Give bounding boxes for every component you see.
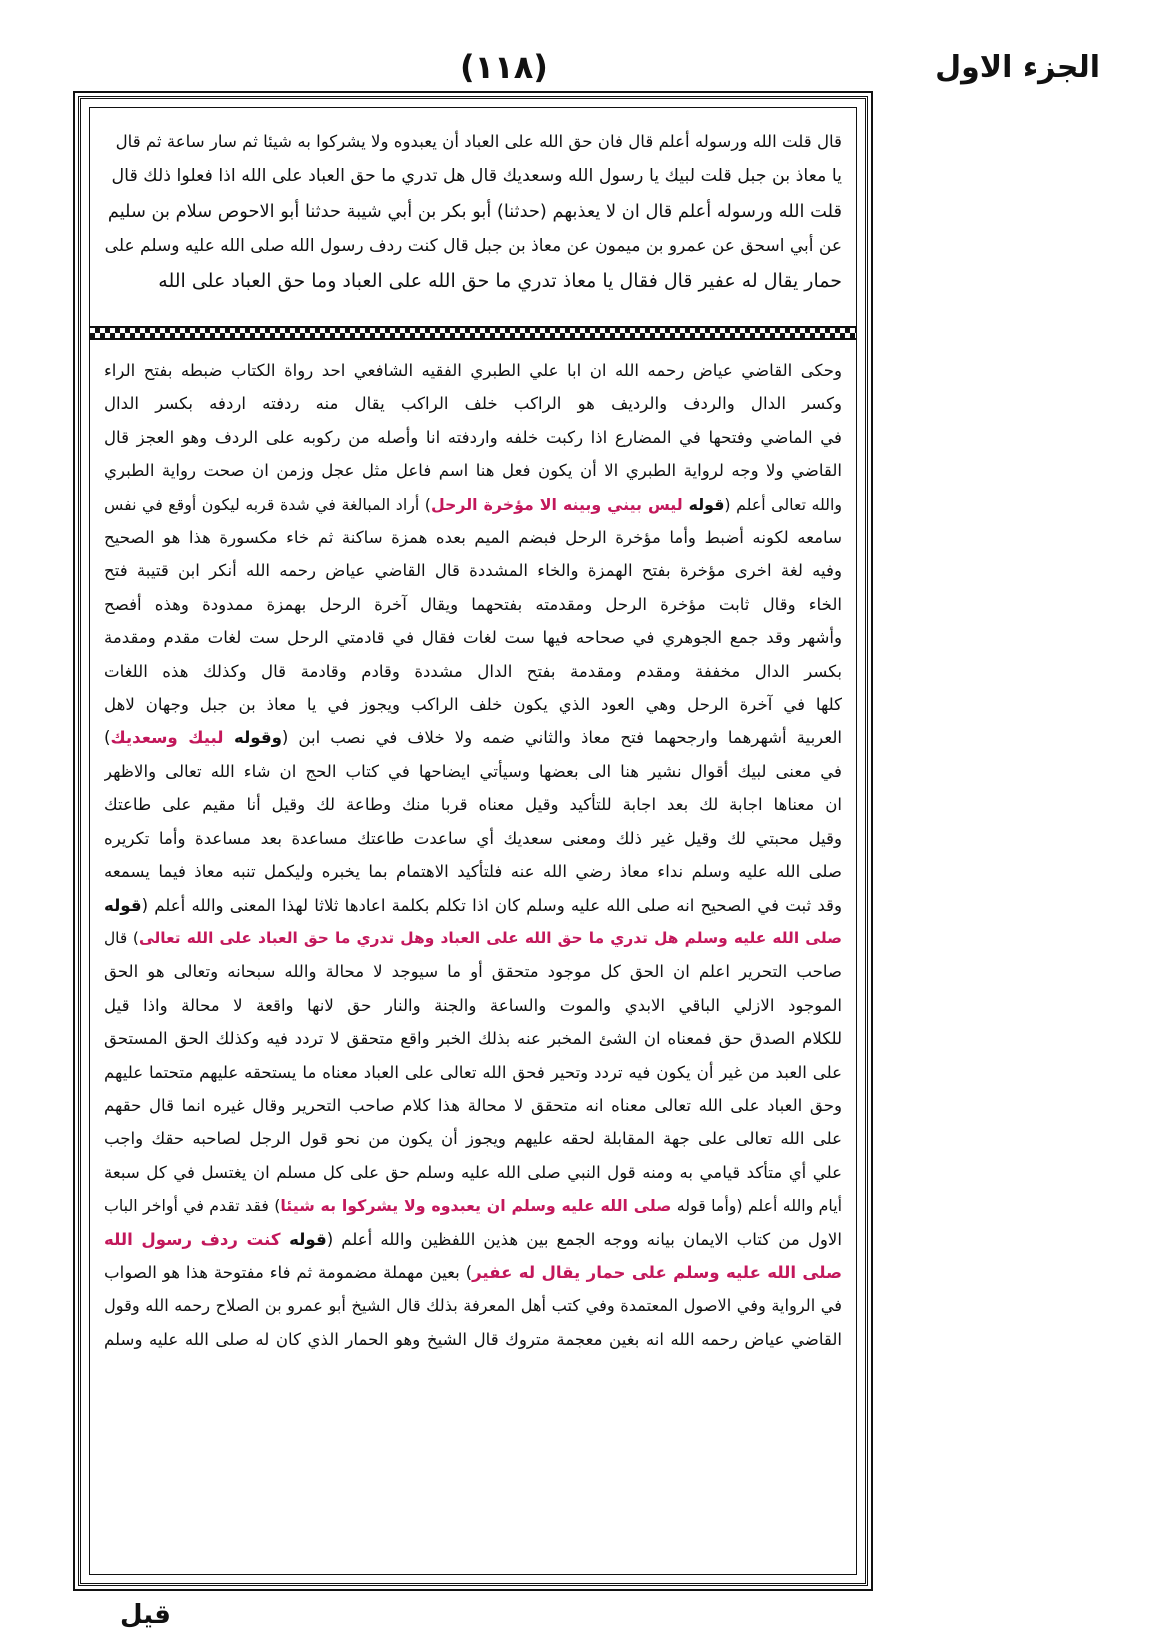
- line-text: القاضي ولا وجه لرواية الطبري الا أن يكون فعل هنا اسم فاعل مثل عجل وزمن ان صحت رواية الطبري: [104, 461, 842, 481]
- line-text: ): [104, 728, 111, 748]
- hadith-text: [104, 124, 842, 314]
- lemma-marker: وقوله: [223, 728, 282, 748]
- line-text: في الماضي وفتحها في المضارع اذا ركبت خلفه واردفته انا وأصله من ركوبه على الردف وهو العجز قال: [104, 427, 842, 447]
- commentary-line: [104, 1189, 842, 1222]
- lemma-marker: قوله: [104, 895, 142, 915]
- line-text: ) أراد المبالغة في شدة قربه ليكون أوقع في نفس: [104, 494, 431, 514]
- commentary-line: [104, 1256, 842, 1289]
- line-text: في معنى لبيك أقوال نشير هنا الى بعضها وسيأتي ايضاحها في كتاب الحج ان شاء الله تعالى والاظهر: [104, 761, 842, 781]
- quoted-lemma: صلى الله عليه وسلم ان يعبدوه ولا يشركوا به شيئا: [280, 1196, 672, 1216]
- matn-line: قلت الله ورسوله أعلم قال ان لا يعذبهم (حدثنا) أبو بكر بن أبي شيبة حدثنا أبو الاحوص سلام بن سليم: [107, 201, 842, 222]
- quoted-lemma: صلى الله عليه وسلم على حمار يقال له عفير: [472, 1262, 842, 1282]
- line-text: صاحب التحرير اعلم ان الحق كل موجود متحقق أو ما سيوجد لا محالة والله سبحانه وتعالى هو الحق: [104, 962, 842, 982]
- commentary-line: [104, 588, 842, 621]
- volume-title: الجزء الاول: [935, 50, 1100, 85]
- commentary-line: [104, 955, 842, 988]
- commentary-line: [104, 621, 842, 654]
- line-text: وأشهر وقد جمع الجوهري في صحاحه فيها ست لغات فقال في قادمتي الرحل ست لغات مقدم ومقدمة: [104, 628, 842, 648]
- ornamental-divider: [90, 326, 856, 340]
- commentary-line: [104, 1089, 842, 1122]
- commentary-line: [104, 655, 842, 688]
- matn-line: يا معاذ بن جبل قلت لبيك يا رسول الله وسعديك قال هل تدري ما حق العباد على الله اذا فعلوا ذلك قال: [111, 166, 842, 186]
- commentary-line: [104, 1156, 842, 1189]
- quoted-lemma: لبيك وسعديك: [110, 728, 224, 748]
- commentary-line: [104, 721, 842, 754]
- line-text: الاول من كتاب الايمان بيانه ووجه الجمع بين هذين اللفظين والله أعلم (: [326, 1229, 842, 1249]
- commentary-text: [104, 354, 842, 1560]
- line-text: وكسر الدال والردف والرديف هو الراكب خلف الراكب يقال منه ردفته اردفه بكسر الدال: [104, 394, 842, 414]
- commentary-line: [104, 922, 842, 955]
- commentary-line: [104, 454, 842, 487]
- commentary-line: [104, 822, 842, 855]
- matn-line: حمار يقال له عفير قال فقال يا معاذ تدري ما حق الله على العباد وما حق العباد على الله: [158, 270, 842, 292]
- quoted-lemma: كنت ردف رسول الله: [104, 1229, 281, 1249]
- matn-line: قال قلت الله ورسوله أعلم قال فان حق الله على العباد أن يعبدوه ولا يشركوا به شيئا ثم سار ساعة ثم قال: [115, 132, 842, 151]
- page-header: [60, 44, 1100, 104]
- commentary-line: [104, 554, 842, 587]
- line-text: سامعه لكونه أضبط وأما مؤخرة الرحل فبضم الميم بعده همزة ساكنة ثم خاء مكسورة هذا هو الصحيح: [104, 528, 842, 548]
- page-number: (١١٨): [460, 48, 548, 86]
- commentary-line: [104, 989, 842, 1022]
- commentary-line: [104, 1022, 842, 1055]
- commentary-line: [104, 521, 842, 554]
- commentary-line: [104, 889, 842, 922]
- commentary-line: [104, 755, 842, 788]
- line-text: ) بعين مهملة مضمومة ثم فاء مفتوحة هذا هو الصواب: [104, 1262, 473, 1282]
- commentary-line: [104, 387, 842, 420]
- line-text: وقد ثبت في الصحيح انه صلى الله عليه وسلم كان اذا تكلم بكلمة اعادها ثلاثا لهذا المعنى والله أعلم (: [141, 895, 842, 915]
- line-text: على الله تعالى على جهة المقابلة لحقه عليهم ويجوز أن يكون من نحو قول الرجل لصاحبه حقك واجب: [104, 1129, 842, 1149]
- line-text: كلها في آخرة الرحل وهي العود الذي يكون خلف الراكب ويجوز في يا معاذ بن جبل وجهان لاهل: [104, 695, 842, 715]
- lemma-marker: قوله: [280, 1229, 327, 1249]
- line-text: وقيل محبتي لك وقيل غير ذلك ومعنى سعديك أي ساعدت طاعتك مساعدة بعد مساعدة وأما تكريره: [104, 828, 842, 848]
- line-text: على العبد من غير أن يكون فيه تردد وتحير فحق الله تعالى على العباد معناه ما يستحقه عليهم متحتما عليهم: [104, 1062, 842, 1082]
- commentary-line: [104, 688, 842, 721]
- line-text: صلى الله عليه وسلم نداء معاذ رضي الله عنه فلتأكيد الاهتمام بما يخبره وليكمل تنبه معاذ فيما يسمعه: [104, 862, 842, 882]
- page-frame: [78, 96, 868, 1586]
- line-text: القاضي عياض رحمه الله انه بغين معجمة متروك قال الشيخ وهو الحمار الذي كان له صلى الله عليه وسلم: [104, 1329, 842, 1349]
- catchword: قيل: [120, 1600, 171, 1630]
- quoted-lemma: ليس بيني وبينه الا مؤخرة الرحل: [430, 494, 683, 514]
- line-text: ) فقد تقدم في أواخر الباب: [104, 1196, 281, 1216]
- matn-line: عن أبي اسحق عن عمرو بن ميمون عن معاذ بن جبل قال كنت ردف رسول الله صلى الله عليه وسلم على: [104, 236, 842, 256]
- commentary-line: [104, 788, 842, 821]
- commentary-line: [104, 354, 842, 387]
- quoted-lemma: صلى الله عليه وسلم هل تدري ما حق الله على العباد وهل تدري ما حق العباد على الله تعالى: [138, 928, 842, 947]
- line-text: والله تعالى أعلم (: [724, 494, 842, 514]
- line-text: للكلام الصدق حق فمعناه ان الشئ المخبر عنه بذلك الخبر واقع متحقق لا تردد فيه وكذلك الحق المستحق: [104, 1029, 842, 1049]
- line-text: في الرواية وفي الاصول المعتمدة وفي كتب أهل المعرفة بذلك قال الشيخ أبو عمرو بن الصلاح رحمه الله وقول: [104, 1296, 842, 1316]
- line-text: ان معناها اجابة لك بعد اجابة للتأكيد وقيل معناه قربا منك وطاعة لك وقيل أنا مقيم على طاعتك: [104, 795, 842, 815]
- line-text: العربية أشهرهما وارجحهما فتح معاذ والثاني ضمه ولا خلاف في نصب ابن (: [281, 728, 842, 748]
- lemma-marker: قوله: [682, 494, 725, 514]
- line-text: علي أي متأكد قيامي به ومنه قول النبي صلى الله عليه وسلم حق على كل مسلم ان يغتسل في كل سبعة: [104, 1162, 842, 1182]
- line-text: وفيه لغة اخرى مؤخرة بفتح الهمزة والخاء المشددة قال القاضي عياض رحمه الله أنكر ابن قتيبة فتح: [104, 561, 842, 581]
- commentary-line: [104, 421, 842, 454]
- commentary-line: [104, 1223, 842, 1256]
- line-text: الخاء وقال ثابت مؤخرة الرحل ومقدمته بفتحهما ويقال آخرة الرحل بهمزة ممدودة وهذه أفصح: [104, 594, 842, 614]
- commentary-line: [104, 855, 842, 888]
- inner-frame: [89, 107, 857, 1575]
- line-text: وحق العباد على الله تعالى معناه انه متحقق لا محالة هذا كلام صاحب التحرير وقال غيره انما قال حقهم: [104, 1095, 842, 1115]
- line-text: بكسر الدال مخففة ومقدم ومقدمة بفتح الدال مشددة وقادم وقادمة قال وكذلك هذه اللغات: [104, 661, 842, 681]
- line-text: ) قال: [104, 928, 139, 947]
- commentary-line: [104, 1289, 842, 1322]
- commentary-line: [104, 1122, 842, 1155]
- commentary-line: [104, 1323, 842, 1356]
- commentary-line: [104, 488, 842, 521]
- line-text: وحكى القاضي عياض رحمه الله ان ابا علي الطبري الفقيه الشافعي احد رواة الكتاب ضبطه بفتح الراء: [104, 361, 842, 380]
- line-text: أيام والله أعلم (وأما قوله: [671, 1196, 842, 1216]
- line-text: الموجود الازلي الباقي الابدي والموت والساعة والجنة والنار حق لانها واقعة لا محالة واذا قيل: [104, 995, 842, 1015]
- commentary-line: [104, 1056, 842, 1089]
